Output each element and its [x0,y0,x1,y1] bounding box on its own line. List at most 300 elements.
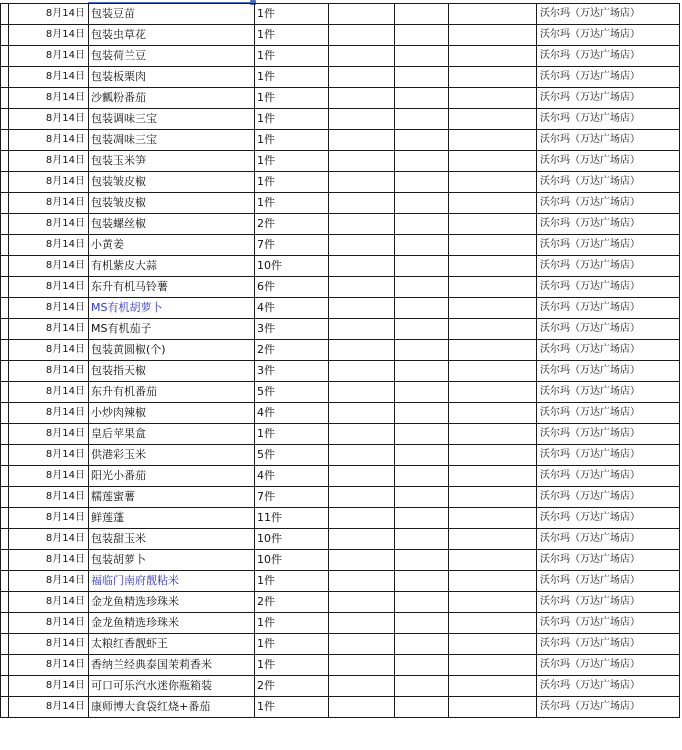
empty-cell[interactable] [449,340,537,361]
quantity-cell[interactable]: 1件 [255,4,329,25]
row-gutter-cell[interactable] [1,193,9,214]
product-name-cell[interactable]: 太粮红香靓虾王 [89,634,255,655]
store-cell[interactable]: 沃尔玛（万达广场店） [537,487,680,508]
quantity-cell[interactable]: 11件 [255,508,329,529]
empty-cell[interactable] [449,277,537,298]
row-gutter-cell[interactable] [1,88,9,109]
store-cell[interactable]: 沃尔玛（万达广场店） [537,655,680,676]
empty-cell[interactable] [395,697,449,718]
date-cell[interactable]: 8月14日 [9,361,89,382]
table-row [1,256,680,277]
quantity-cell[interactable]: 1件 [255,172,329,193]
empty-cell[interactable] [395,403,449,424]
empty-cell[interactable] [395,592,449,613]
table-row [1,235,680,256]
empty-cell[interactable] [395,571,449,592]
product-name-cell[interactable]: 包装黄圆椒(个) [89,340,255,361]
row-gutter-cell[interactable] [1,550,9,571]
quantity-cell[interactable]: 1件 [255,46,329,67]
product-name-cell[interactable]: 可口可乐汽水迷你瓶箱装 [89,676,255,697]
empty-cell[interactable] [449,298,537,319]
empty-cell[interactable] [329,550,395,571]
date-cell[interactable]: 8月14日 [9,67,89,88]
empty-cell[interactable] [329,235,395,256]
empty-cell[interactable] [395,46,449,67]
row-gutter-cell[interactable] [1,298,9,319]
table-row [1,676,680,697]
date-cell[interactable]: 8月14日 [9,340,89,361]
empty-cell[interactable] [329,487,395,508]
empty-cell[interactable] [329,655,395,676]
product-name-cell[interactable]: 皇后苹果盒 [89,424,255,445]
quantity-cell[interactable]: 5件 [255,382,329,403]
row-gutter-cell[interactable] [1,487,9,508]
store-cell[interactable]: 沃尔玛（万达广场店） [537,340,680,361]
quantity-cell[interactable]: 1件 [255,424,329,445]
table-row [1,88,680,109]
quantity-cell[interactable]: 4件 [255,298,329,319]
store-cell[interactable]: 沃尔玛（万达广场店） [537,508,680,529]
empty-cell[interactable] [329,256,395,277]
table-row [1,466,680,487]
table-row [1,172,680,193]
store-cell[interactable]: 沃尔玛（万达广场店） [537,4,680,25]
quantity-cell[interactable]: 1件 [255,697,329,718]
empty-cell[interactable] [449,697,537,718]
product-name-cell[interactable]: 香纳兰经典泰国茉莉香米 [89,655,255,676]
empty-cell[interactable] [395,130,449,151]
store-cell[interactable]: 沃尔玛（万达广场店） [537,403,680,424]
store-cell[interactable]: 沃尔玛（万达广场店） [537,319,680,340]
quantity-cell[interactable]: 4件 [255,466,329,487]
empty-cell[interactable] [449,109,537,130]
empty-cell[interactable] [329,571,395,592]
row-gutter-cell[interactable] [1,571,9,592]
quantity-cell[interactable]: 2件 [255,340,329,361]
row-gutter-cell[interactable] [1,109,9,130]
product-name-cell[interactable]: 包装凋味三宝 [89,130,255,151]
empty-cell[interactable] [449,361,537,382]
empty-cell[interactable] [449,67,537,88]
row-gutter-cell[interactable] [1,67,9,88]
empty-cell[interactable] [395,151,449,172]
store-cell[interactable]: 沃尔玛（万达广场店） [537,697,680,718]
empty-cell[interactable] [395,256,449,277]
product-name-cell[interactable]: 包装指天椒 [89,361,255,382]
date-cell[interactable]: 8月14日 [9,130,89,151]
empty-cell[interactable] [395,319,449,340]
table-row [1,592,680,613]
quantity-cell[interactable]: 2件 [255,676,329,697]
empty-cell[interactable] [395,172,449,193]
empty-cell[interactable] [449,256,537,277]
table-row [1,277,680,298]
empty-cell[interactable] [329,445,395,466]
row-gutter-cell[interactable] [1,340,9,361]
empty-cell[interactable] [449,613,537,634]
empty-cell[interactable] [395,424,449,445]
empty-cell[interactable] [395,235,449,256]
row-gutter-cell[interactable] [1,25,9,46]
date-cell[interactable]: 8月14日 [9,298,89,319]
quantity-cell[interactable]: 1件 [255,613,329,634]
date-cell[interactable]: 8月14日 [9,529,89,550]
empty-cell[interactable] [395,4,449,25]
empty-cell[interactable] [449,508,537,529]
store-cell[interactable]: 沃尔玛（万达广场店） [537,634,680,655]
row-gutter-cell[interactable] [1,424,9,445]
store-cell[interactable]: 沃尔玛（万达广场店） [537,88,680,109]
data-grid [0,3,680,718]
grid-body [1,4,680,718]
empty-cell[interactable] [329,592,395,613]
empty-cell[interactable] [329,109,395,130]
product-name-cell[interactable]: 金龙鱼精选珍珠米 [89,613,255,634]
empty-cell[interactable] [395,445,449,466]
store-cell[interactable]: 沃尔玛（万达广场店） [537,529,680,550]
store-cell[interactable]: 沃尔玛（万达广场店） [537,172,680,193]
empty-cell[interactable] [449,445,537,466]
date-cell[interactable]: 8月14日 [9,88,89,109]
product-name-cell[interactable]: 包装胡萝卜 [89,550,255,571]
row-gutter-cell[interactable] [1,529,9,550]
empty-cell[interactable] [449,235,537,256]
row-gutter-cell[interactable] [1,214,9,235]
store-cell[interactable]: 沃尔玛（万达广场店） [537,256,680,277]
quantity-cell[interactable]: 1件 [255,67,329,88]
quantity-cell[interactable]: 1件 [255,655,329,676]
row-gutter-cell[interactable] [1,382,9,403]
row-gutter-cell[interactable] [1,277,9,298]
row-gutter-cell[interactable] [1,151,9,172]
row-gutter-cell[interactable] [1,46,9,67]
empty-cell[interactable] [395,361,449,382]
store-cell[interactable]: 沃尔玛（万达广场店） [537,109,680,130]
empty-cell[interactable] [395,529,449,550]
date-cell[interactable]: 8月14日 [9,319,89,340]
empty-cell[interactable] [395,550,449,571]
empty-cell[interactable] [449,550,537,571]
empty-cell[interactable] [329,277,395,298]
table-row [1,424,680,445]
date-cell[interactable]: 8月14日 [9,550,89,571]
empty-cell[interactable] [449,655,537,676]
empty-cell[interactable] [329,634,395,655]
table-row [1,634,680,655]
row-gutter-cell[interactable] [1,592,9,613]
quantity-cell[interactable]: 3件 [255,319,329,340]
date-cell[interactable]: 8月14日 [9,25,89,46]
quantity-cell[interactable]: 1件 [255,88,329,109]
date-cell[interactable]: 8月14日 [9,676,89,697]
empty-cell[interactable] [395,214,449,235]
quantity-cell[interactable]: 10件 [255,529,329,550]
table-row [1,46,680,67]
product-name-cell[interactable]: 东升有机马铃薯 [89,277,255,298]
store-cell[interactable]: 沃尔玛（万达广场店） [537,424,680,445]
empty-cell[interactable] [329,172,395,193]
date-cell[interactable]: 8月14日 [9,214,89,235]
product-name-cell[interactable]: 包装豆苗 [89,4,255,25]
store-cell[interactable]: 沃尔玛（万达广场店） [537,613,680,634]
empty-cell[interactable] [395,676,449,697]
quantity-cell[interactable]: 7件 [255,235,329,256]
row-gutter-cell[interactable] [1,634,9,655]
product-name-cell[interactable]: 福临门南府靓粘米 [89,571,255,592]
store-cell[interactable]: 沃尔玛（万达广场店） [537,46,680,67]
store-cell[interactable]: 沃尔玛（万达广场店） [537,571,680,592]
quantity-cell[interactable]: 1件 [255,109,329,130]
empty-cell[interactable] [395,277,449,298]
row-gutter-cell[interactable] [1,403,9,424]
quantity-cell[interactable]: 1件 [255,634,329,655]
row-gutter-cell[interactable] [1,256,9,277]
store-cell[interactable]: 沃尔玛（万达广场店） [537,151,680,172]
store-cell[interactable]: 沃尔玛（万达广场店） [537,592,680,613]
empty-cell[interactable] [329,130,395,151]
row-gutter-cell[interactable] [1,613,9,634]
empty-cell[interactable] [329,508,395,529]
row-gutter-cell[interactable] [1,319,9,340]
empty-cell[interactable] [329,697,395,718]
row-gutter-cell[interactable] [1,676,9,697]
date-cell[interactable]: 8月14日 [9,592,89,613]
product-name-cell[interactable]: 供港彩玉米 [89,445,255,466]
empty-cell[interactable] [395,466,449,487]
empty-cell[interactable] [449,25,537,46]
quantity-cell[interactable]: 10件 [255,256,329,277]
empty-cell[interactable] [449,403,537,424]
row-gutter-cell[interactable] [1,4,9,25]
empty-cell[interactable] [395,634,449,655]
date-cell[interactable]: 8月14日 [9,193,89,214]
store-cell[interactable]: 沃尔玛（万达广场店） [537,130,680,151]
table-row [1,508,680,529]
date-cell[interactable]: 8月14日 [9,4,89,25]
empty-cell[interactable] [449,466,537,487]
empty-cell[interactable] [449,130,537,151]
row-gutter-cell[interactable] [1,466,9,487]
empty-cell[interactable] [395,655,449,676]
product-name-cell[interactable]: 包装玉米笋 [89,151,255,172]
date-cell[interactable]: 8月14日 [9,655,89,676]
empty-cell[interactable] [329,466,395,487]
product-name-cell[interactable]: 包装皱皮椒 [89,172,255,193]
empty-cell[interactable] [329,25,395,46]
table-row [1,655,680,676]
empty-cell[interactable] [329,676,395,697]
empty-cell[interactable] [329,340,395,361]
empty-cell[interactable] [329,46,395,67]
empty-cell[interactable] [329,529,395,550]
date-cell[interactable]: 8月14日 [9,487,89,508]
store-cell[interactable]: 沃尔玛（万达广场店） [537,214,680,235]
table-row [1,151,680,172]
quantity-cell[interactable]: 4件 [255,403,329,424]
row-gutter-cell[interactable] [1,508,9,529]
empty-cell[interactable] [449,571,537,592]
empty-cell[interactable] [329,424,395,445]
empty-cell[interactable] [395,487,449,508]
quantity-cell[interactable]: 6件 [255,277,329,298]
table-row [1,361,680,382]
product-name-cell[interactable]: 包装荷兰豆 [89,46,255,67]
empty-cell[interactable] [449,88,537,109]
empty-cell[interactable] [329,319,395,340]
store-cell[interactable]: 沃尔玛（万达广场店） [537,298,680,319]
table-row [1,319,680,340]
table-row [1,340,680,361]
table-row [1,550,680,571]
empty-cell[interactable] [449,676,537,697]
empty-cell[interactable] [329,382,395,403]
date-cell[interactable]: 8月14日 [9,445,89,466]
table-row [1,571,680,592]
empty-cell[interactable] [449,4,537,25]
quantity-cell[interactable]: 2件 [255,592,329,613]
product-name-cell[interactable]: 康师博大食袋红烧+番茄 [89,697,255,718]
product-name-cell[interactable]: 包装甜玉米 [89,529,255,550]
empty-cell[interactable] [395,88,449,109]
empty-cell[interactable] [329,613,395,634]
empty-cell[interactable] [395,508,449,529]
store-cell[interactable]: 沃尔玛（万达广场店） [537,235,680,256]
date-cell[interactable]: 8月14日 [9,382,89,403]
quantity-cell[interactable]: 1件 [255,151,329,172]
store-cell[interactable]: 沃尔玛（万达广场店） [537,25,680,46]
empty-cell[interactable] [449,172,537,193]
product-name-cell[interactable]: 有机紫皮大蒜 [89,256,255,277]
empty-cell[interactable] [395,193,449,214]
empty-cell[interactable] [449,592,537,613]
product-name-cell[interactable]: 包装皱皮椒 [89,193,255,214]
empty-cell[interactable] [449,382,537,403]
date-cell[interactable]: 8月14日 [9,424,89,445]
product-name-cell[interactable]: 小黄姜 [89,235,255,256]
date-cell[interactable]: 8月14日 [9,256,89,277]
table-row [1,382,680,403]
empty-cell[interactable] [449,46,537,67]
empty-cell[interactable] [395,613,449,634]
date-cell[interactable]: 8月14日 [9,466,89,487]
product-name-cell[interactable]: 包装板栗肉 [89,67,255,88]
row-gutter-cell[interactable] [1,130,9,151]
date-cell[interactable]: 8月14日 [9,235,89,256]
table-row [1,25,680,46]
product-name-cell[interactable]: 小炒肉辣椒 [89,403,255,424]
empty-cell[interactable] [395,25,449,46]
row-gutter-cell[interactable] [1,445,9,466]
store-cell[interactable]: 沃尔玛（万达广场店） [537,676,680,697]
empty-cell[interactable] [449,487,537,508]
product-name-cell[interactable]: 东升有机番茄 [89,382,255,403]
product-name-cell[interactable]: 沙瓤粉番茄 [89,88,255,109]
date-cell[interactable]: 8月14日 [9,109,89,130]
empty-cell[interactable] [329,67,395,88]
empty-cell[interactable] [395,298,449,319]
row-gutter-cell[interactable] [1,655,9,676]
table-row [1,487,680,508]
empty-cell[interactable] [395,67,449,88]
store-cell[interactable]: 沃尔玛（万达广场店） [537,67,680,88]
store-cell[interactable]: 沃尔玛（万达广场店） [537,193,680,214]
empty-cell[interactable] [449,424,537,445]
product-name-cell[interactable]: 包装虫草花 [89,25,255,46]
row-gutter-cell[interactable] [1,172,9,193]
quantity-cell[interactable]: 10件 [255,550,329,571]
product-name-cell[interactable]: 阳光小番茄 [89,466,255,487]
empty-cell[interactable] [395,109,449,130]
empty-cell[interactable] [449,529,537,550]
row-gutter-cell[interactable] [1,235,9,256]
quantity-cell[interactable]: 1件 [255,130,329,151]
table-row [1,298,680,319]
store-cell[interactable]: 沃尔玛（万达广场店） [537,550,680,571]
date-cell[interactable]: 8月14日 [9,46,89,67]
date-cell[interactable]: 8月14日 [9,697,89,718]
table-row [1,67,680,88]
quantity-cell[interactable]: 1件 [255,193,329,214]
product-name-cell[interactable]: 金龙鱼精选珍珠米 [89,592,255,613]
quantity-cell[interactable]: 7件 [255,487,329,508]
product-name-cell[interactable]: MS有机胡萝卜 [89,298,255,319]
empty-cell[interactable] [395,382,449,403]
date-cell[interactable]: 8月14日 [9,571,89,592]
empty-cell[interactable] [449,214,537,235]
product-name-cell[interactable]: 包装调味三宝 [89,109,255,130]
empty-cell[interactable] [449,319,537,340]
store-cell[interactable]: 沃尔玛（万达广场店） [537,445,680,466]
quantity-cell[interactable]: 3件 [255,361,329,382]
row-gutter-cell[interactable] [1,697,9,718]
empty-cell[interactable] [449,151,537,172]
empty-cell[interactable] [329,298,395,319]
product-name-cell[interactable]: 包装螺丝椒 [89,214,255,235]
date-cell[interactable]: 8月14日 [9,277,89,298]
product-name-cell[interactable]: 糯莲蜜薯 [89,487,255,508]
empty-cell[interactable] [329,214,395,235]
store-cell[interactable]: 沃尔玛（万达广场店） [537,361,680,382]
date-cell[interactable]: 8月14日 [9,403,89,424]
quantity-cell[interactable]: 2件 [255,214,329,235]
empty-cell[interactable] [329,403,395,424]
store-cell[interactable]: 沃尔玛（万达广场店） [537,466,680,487]
quantity-cell[interactable]: 1件 [255,571,329,592]
date-cell[interactable]: 8月14日 [9,634,89,655]
empty-cell[interactable] [449,634,537,655]
empty-cell[interactable] [329,88,395,109]
empty-cell[interactable] [329,361,395,382]
empty-cell[interactable] [329,193,395,214]
empty-cell[interactable] [329,4,395,25]
quantity-cell[interactable]: 1件 [255,25,329,46]
store-cell[interactable]: 沃尔玛（万达广场店） [537,277,680,298]
row-gutter-cell[interactable] [1,361,9,382]
date-cell[interactable]: 8月14日 [9,613,89,634]
quantity-cell[interactable]: 5件 [255,445,329,466]
empty-cell[interactable] [329,151,395,172]
table-row [1,4,680,25]
empty-cell[interactable] [449,193,537,214]
empty-cell[interactable] [395,340,449,361]
table-row [1,529,680,550]
product-name-cell[interactable]: 鲜莲蓬 [89,508,255,529]
date-cell[interactable]: 8月14日 [9,151,89,172]
store-cell[interactable]: 沃尔玛（万达广场店） [537,382,680,403]
product-name-cell[interactable]: MS有机茄子 [89,319,255,340]
date-cell[interactable]: 8月14日 [9,172,89,193]
date-cell[interactable]: 8月14日 [9,508,89,529]
